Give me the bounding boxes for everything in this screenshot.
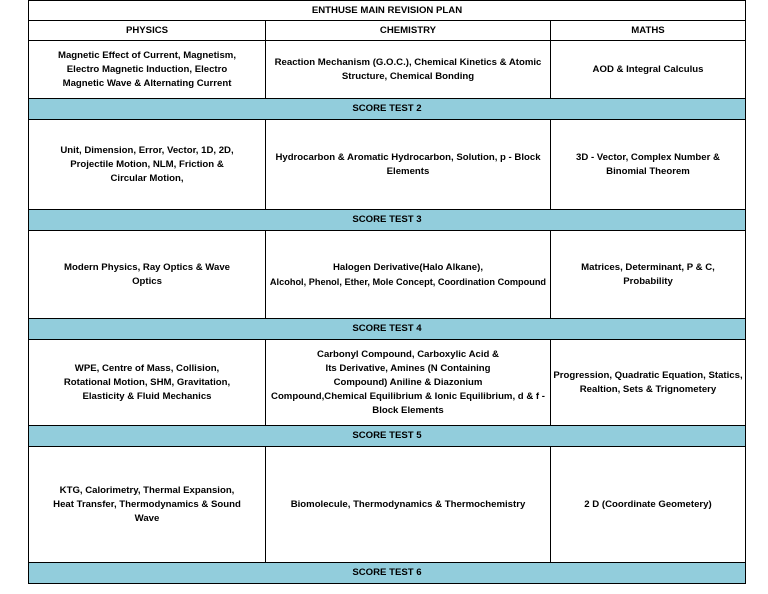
topic-row [29,120,746,210]
topic-row [29,447,746,563]
score-test-row [29,319,746,340]
chemistry-topics-cell [266,340,551,426]
chemistry-topics-cell [266,231,551,319]
header-row [29,21,746,41]
physics-topic-line: WPE, Centre of Mass, Collision, [74,362,220,374]
plan-title: ENTHUSE MAIN REVISION PLAN [29,1,746,21]
physics-topic-line: Modern Physics, Ray Optics & Wave [64,261,230,273]
physics-topics-cell [29,447,266,563]
column-header-maths: MATHS [551,21,746,41]
chemistry-topic-line: Elements [386,165,430,177]
physics-topic-line: Projectile Motion, NLM, Friction & [70,158,224,170]
chemistry-topic-line: Reaction Mechanism (G.O.C.), Chemical Kinetics & Atomic [274,56,542,68]
title-row [29,1,746,21]
chemistry-topic-line: Biomolecule, Thermodynamics & Thermochemistry [290,498,526,510]
chemistry-topics-cell [266,120,551,210]
maths-topic-line: Probability [623,275,673,287]
chemistry-topics-cell [266,447,551,563]
maths-topic-line: AOD & Integral Calculus [592,63,704,75]
revision-plan-sheet [28,0,745,590]
maths-topic-line: Progression, Quadratic Equation, Statics, [553,369,743,381]
score-test-label: SCORE TEST 6 [29,563,746,584]
physics-topics-cell [29,41,266,99]
chemistry-topic-line: Structure, Chemical Bonding [341,70,475,82]
physics-topic-line: Unit, Dimension, Error, Vector, 1D, 2D, [60,144,234,156]
chemistry-topic-line: Block Elements [372,404,444,416]
topic-row [29,340,746,426]
chemistry-topic-line: Its Derivative, Amines (N Containing [325,362,491,374]
maths-topics-cell [551,41,746,99]
physics-topic-line: KTG, Calorimetry, Thermal Expansion, [59,484,235,496]
score-test-label: SCORE TEST 2 [29,99,746,120]
chemistry-topic-line: Halogen Derivative(Halo Alkane), [333,261,483,273]
physics-topic-line: Electro Magnetic Induction, Electro [66,63,228,75]
score-test-row [29,210,746,231]
physics-topic-line: Circular Motion, [110,172,184,184]
score-test-label: SCORE TEST 4 [29,319,746,340]
physics-topic-line: Wave [134,512,160,524]
chemistry-topic-line: Carbonyl Compound, Carboxylic Acid & [317,348,499,360]
physics-topic-line: Optics [132,275,162,287]
physics-topics-cell [29,340,266,426]
column-header-physics: PHYSICS [29,21,266,41]
maths-topic-line: 2 D (Coordinate Geometery) [584,498,712,510]
maths-topic-line: 3D - Vector, Complex Number & [576,151,720,163]
chemistry-topic-line: Compound) Aniline & Diazonium [333,376,483,388]
physics-topic-line: Magnetic Wave & Alternating Current [62,77,232,89]
score-test-row [29,426,746,447]
maths-topics-cell [551,447,746,563]
maths-topics-cell [551,340,746,426]
chemistry-topics-cell [266,41,551,99]
chemistry-topic-line: Compound,Chemical Equilibrium & Ionic Equilibrium, d & f - [271,390,545,402]
maths-topic-line: Matrices, Determinant, P & C, [581,261,715,273]
score-test-label: SCORE TEST 3 [29,210,746,231]
revision-plan-table [28,0,746,584]
physics-topics-cell [29,231,266,319]
topic-row [29,41,746,99]
score-test-row [29,99,746,120]
physics-topic-line: Heat Transfer, Thermodynamics & Sound [53,498,241,510]
physics-topic-line: Rotational Motion, SHM, Gravitation, [63,376,231,388]
score-test-row [29,563,746,584]
chemistry-topic-line: Alcohol, Phenol, Ether, Mole Concept, Coordination Compound [269,276,547,287]
physics-topics-cell [29,120,266,210]
physics-topic-line: Elasticity & Fluid Mechanics [82,390,212,402]
score-test-label: SCORE TEST 5 [29,426,746,447]
column-header-chemistry: CHEMISTRY [266,21,551,41]
maths-topic-line: Binomial Theorem [606,165,690,177]
maths-topics-cell [551,120,746,210]
topic-row [29,231,746,319]
chemistry-topic-line: Hydrocarbon & Aromatic Hydrocarbon, Solution, p - Block [275,151,541,163]
maths-topic-line: Realtion, Sets & Trignometery [579,383,717,395]
maths-topics-cell [551,231,746,319]
physics-topic-line: Magnetic Effect of Current, Magnetism, [57,49,237,61]
